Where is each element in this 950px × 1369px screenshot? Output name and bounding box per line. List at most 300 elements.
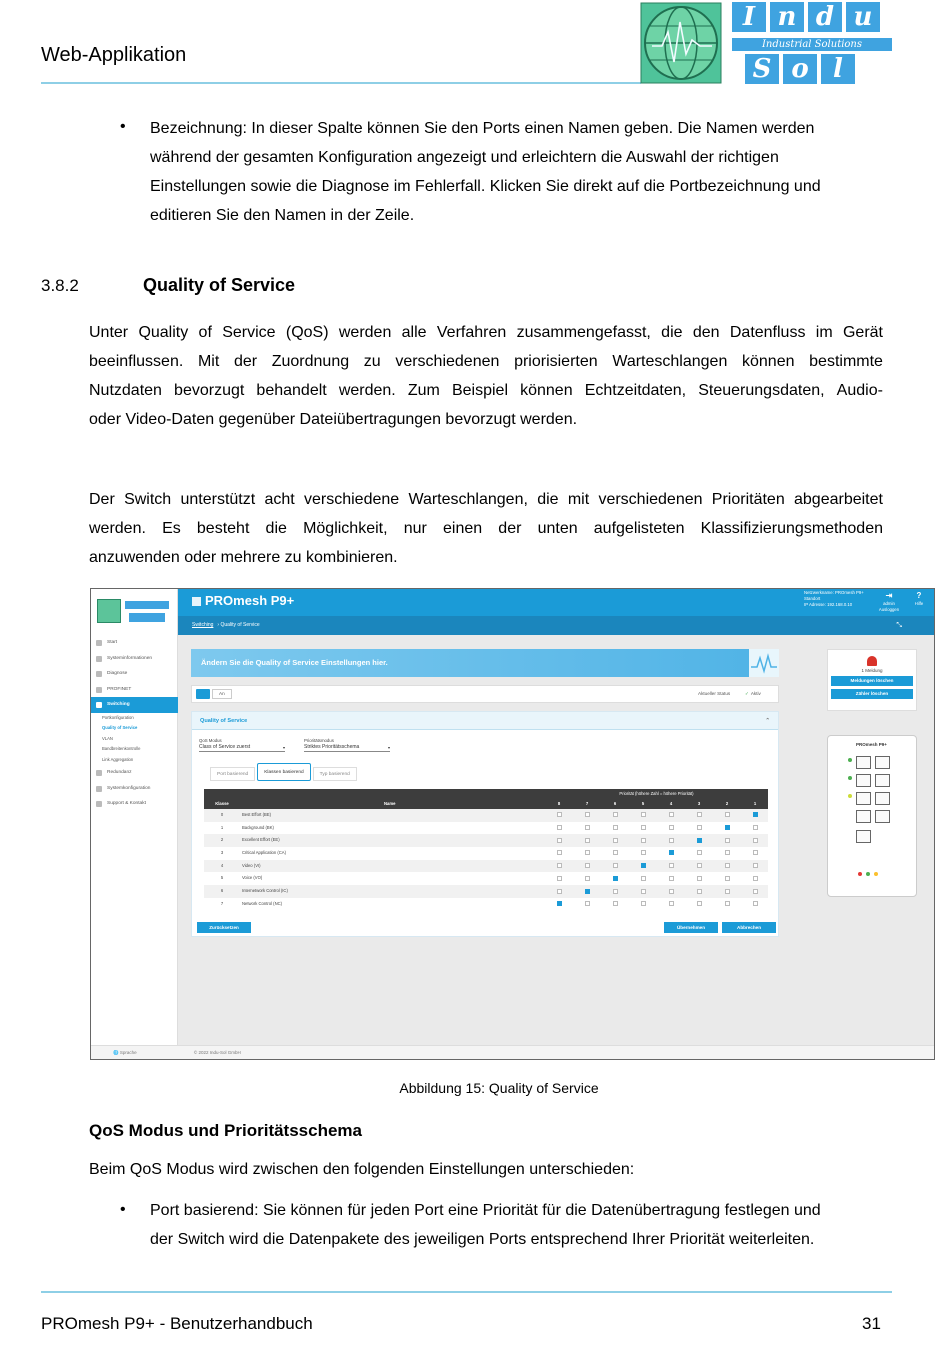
priority-checkbox[interactable] [669,889,674,894]
priority-checkbox[interactable] [697,901,702,906]
bullet-port-based-text: Port basierend: Sie können für jeden Port eine Priorität für die Datenübertragung festlegen und der Switch wird die Datenpakete des jeweiligen Ports entsprechend Ihrer Priorität weiterleiten. [150,1202,821,1248]
word: werden. [338,382,396,399]
ethernet-port [875,774,890,787]
priority-checkbox[interactable] [613,838,618,843]
table-header-priority: Priorität (höhere Zahl = höhere Priorität) [204,789,768,799]
copyright: © 2022 Indu-Sol GmbH [193,1050,241,1055]
priority-checkbox[interactable] [585,863,590,868]
name-cell: Critical Application (CA) [242,850,286,856]
ethernet-port [875,810,890,823]
para-line [89,514,883,543]
chevron-down-icon: ▾ [282,745,285,750]
priority-cell [545,898,573,911]
ethernet-port [856,774,871,787]
class-cell: 4 [220,862,224,868]
priority-cell [573,822,601,835]
nav-support[interactable]: Support & Kontakt [91,796,178,812]
table-row [204,809,768,822]
priority-column-header: 6 [613,801,617,806]
ethernet-port [875,756,890,769]
name-cell: Internetwork Control (IC) [242,888,288,894]
table-row [204,885,768,898]
word: zusammengefasst, [516,324,651,341]
priority-cell [545,860,573,873]
help-icon: ? [916,591,922,600]
priority-cell [657,885,685,898]
priority-cell [657,809,685,822]
logout-button[interactable]: ⇥ admin Ausloggen [878,591,900,612]
word: abgearbeitet [794,491,883,508]
priority-cell [685,872,713,885]
info-icon [96,656,102,662]
section-number: 3.8.2 [41,276,79,295]
logo-word-top: I n d u [732,2,892,36]
priority-checkbox[interactable] [669,901,674,906]
word: Warteschlangen, [408,491,528,508]
priority-column-header: 7 [585,801,589,806]
priority-column-header: 3 [697,801,701,806]
breadcrumb: Switching › Quality of Service ⤡ [178,616,934,635]
nav-start[interactable]: Start [91,635,178,651]
priority-checkbox[interactable] [613,876,618,881]
word: Zum [407,382,440,399]
priority-checkbox[interactable] [725,825,730,830]
section-title: Quality of Service [143,275,296,295]
priority-cell [657,860,685,873]
priority-checkbox[interactable] [585,889,590,894]
word: verschiedenen [598,491,703,508]
priority-checkbox[interactable] [725,838,730,843]
qos-screenshot [90,588,935,1060]
word: aufgelisteten [593,520,685,537]
priority-checkbox[interactable] [669,812,674,817]
table-row [204,822,768,835]
footer-rule [41,1291,892,1293]
priority-checkbox[interactable] [697,812,702,817]
cube-icon [192,597,201,606]
priority-checkbox[interactable] [753,889,758,894]
nav-sub-link-aggregation[interactable]: Link Aggregation [102,756,134,762]
class-cell: 1 [220,824,224,830]
word: bestimmte [809,353,883,370]
priority-cell [741,847,769,860]
nav-diagnose[interactable]: Diagnose [91,666,178,682]
class-cell: 3 [220,850,224,856]
table-row [204,847,768,860]
priority-checkbox[interactable] [669,863,674,868]
indu-sol-logo [640,2,892,86]
priority-cell [601,872,629,885]
priority-checkbox[interactable] [613,825,618,830]
notification-panel [827,649,917,711]
priority-checkbox[interactable] [753,812,758,817]
ethernet-port [856,810,871,823]
priority-cell [629,809,657,822]
priority-checkbox[interactable] [669,850,674,855]
priority-checkbox[interactable] [697,838,702,843]
queues-paragraph: Der Switch unterstützt acht verschiedene Warteschlangen, die mit verschiedenen Prioritäten abgearbeitet werden. Es besteht die Möglichkeit, nur einen der unten aufgelisteten Klassifizierungsmethoden anzuwenden oder mehrere zu kombinieren. [89,485,883,572]
priority-checkbox[interactable] [585,838,590,843]
priority-checkbox[interactable] [613,863,618,868]
priority-cell [601,885,629,898]
class-cell: 5 [220,875,224,881]
settings-icon [96,786,102,792]
priority-checkbox[interactable] [557,850,562,855]
bullet-dot: • [120,1201,126,1218]
word: verschiedenen [395,353,500,370]
priority-checkbox[interactable] [557,812,562,817]
priority-column-header: 1 [753,801,757,806]
apply-button[interactable]: Übernehmen [664,922,718,933]
bullet-dot: • [120,118,126,135]
table-row [204,872,768,885]
nav-redundanz[interactable]: Redundanz [91,765,178,781]
priority-cell [741,872,769,885]
priority-checkbox[interactable] [725,850,730,855]
ethernet-port [856,792,871,805]
table-body [204,809,768,911]
word: acht [264,491,295,508]
table-row [204,898,768,911]
tab-type-based[interactable]: Typ basierend [313,767,357,781]
priority-checkbox[interactable] [697,825,702,830]
word: Steuerungsdaten, [698,382,825,399]
word: Audio- [836,382,883,399]
priority-checkbox[interactable] [725,889,730,894]
reset-button[interactable]: Zurücksetzen [197,922,251,933]
word: die [537,491,559,508]
toggle-label: An [212,689,232,699]
reset-counters-button[interactable]: Zähler löschen [831,689,913,699]
priority-cell [685,822,713,835]
priority-cell [573,847,601,860]
word: werden [338,324,392,341]
switch-icon [96,702,102,708]
bullet-designation-text: Bezeichnung: In dieser Spalte können Sie den Ports einen Namen geben. Die Namen werden während der gesamten Konfiguration angezeigt und erleichtern die Auswahl der richtigen Einstellungen sowie die Diagnose im Fehlerfall. Klicken Sie direkt auf die Portbezeichnung und editieren Sie den Namen in der Zeile. [150,120,821,224]
name-cell: Network Control (NC) [242,900,283,906]
logo-subtitle: Industrial Solutions [732,38,892,51]
figure-caption: Abbildung 15: Quality of Service [399,1080,599,1096]
priority-cell [685,885,713,898]
tab-class-based[interactable]: Klassen basierend [257,763,310,781]
priority-cell [629,860,657,873]
priority-checkbox[interactable] [669,876,674,881]
redundancy-icon [96,770,102,776]
word: der [233,353,258,370]
priority-cell [545,872,573,885]
priority-checkbox[interactable] [641,876,646,881]
priority-cell [657,834,685,847]
name-cell: Best Effort (BE) [242,812,272,817]
nav-profinet[interactable]: PROFINET [91,682,178,698]
chevron-down-icon: ▾ [387,745,390,750]
priority-checkbox[interactable] [585,812,590,817]
subsection-title: QoS Modus und Prioritätsschema [89,1121,362,1140]
word: im [815,324,833,341]
priority-cell [713,872,741,885]
breadcrumb-current: Quality of Service [220,622,260,628]
priority-cell [685,898,713,911]
priority-checkbox[interactable] [557,838,562,843]
support-icon [96,801,102,807]
header-rule [41,82,641,84]
nav-sub-portkonfiguration[interactable]: Portkonfiguration [102,714,134,720]
word: können [520,382,573,399]
word: Echtzeitdaten, [584,382,687,399]
nav-sub-vlan[interactable]: VLAN [102,735,113,741]
ethernet-port [856,756,871,769]
priority-checkbox[interactable] [725,863,730,868]
priority-checkbox[interactable] [641,812,646,817]
nav-sub-bandwidth[interactable]: Bandbreitenkontrolle [102,746,141,751]
priority-cell [601,898,629,911]
qos-mode-select[interactable]: QoS Modus Class of Service zuerst ▾ [199,738,285,750]
priority-cell [657,898,685,911]
priority-checkbox[interactable] [613,850,618,855]
status-led [848,758,852,762]
priority-cell [629,885,657,898]
priority-cell [657,847,685,860]
status-led [848,794,852,798]
status-led [848,776,852,780]
nav-systemkonfiguration[interactable]: Systemkonfiguration [91,781,178,797]
priority-checkbox[interactable] [669,838,674,843]
priority-checkbox[interactable] [697,863,702,868]
word: bevorzugt [174,382,245,399]
priority-cell [545,847,573,860]
app-logo [97,599,169,623]
priority-checkbox[interactable] [557,876,562,881]
table-row [204,834,768,847]
chevron-up-icon[interactable]: ⌃ [765,718,770,724]
app-sidebar [91,589,178,1059]
priority-checkbox[interactable] [697,876,702,881]
qos-toggle-row [191,685,779,703]
para-line [89,318,883,347]
word: unten [537,520,578,537]
word: können [742,353,795,370]
priority-column-header: 4 [669,801,673,806]
priority-checkbox[interactable] [585,901,590,906]
device-name: PROmesh P9+ [856,742,887,747]
ethernet-port [856,830,871,843]
word: besteht [196,520,250,537]
priority-column-header: 8 [557,801,561,806]
product-title: PROmesh P9+ [192,593,294,608]
word: Warteschlangen [612,353,728,370]
priority-checkbox[interactable] [641,825,646,830]
word: Unter [89,324,129,341]
language-selector[interactable]: 🌐 Sprache [113,1050,137,1055]
priority-checkbox[interactable] [641,838,646,843]
word: Switch [124,491,172,508]
priority-cell [545,822,573,835]
word: die [661,324,683,341]
qos-toggle[interactable] [196,689,210,699]
ethernet-port [875,792,890,805]
cancel-button[interactable]: Abbrechen [722,922,776,933]
priority-cell [573,872,601,885]
priority-cell [629,834,657,847]
nav-sub-qos[interactable]: Quality of Service [102,725,138,730]
priority-checkbox[interactable] [669,825,674,830]
priority-cell [713,834,741,847]
priority-checkbox[interactable] [753,825,758,830]
priority-checkbox[interactable] [753,863,758,868]
diagnose-icon [96,671,102,677]
priority-cell [601,822,629,835]
info-banner: Ändern Sie die Quality of Service Einstellungen hier. [191,649,779,677]
nav-systeminformationen[interactable]: Systeminformationen [91,651,178,667]
app-footer [91,1045,934,1059]
pulse-icon [749,649,779,677]
priority-checkbox[interactable] [753,901,758,906]
word: den [692,324,720,341]
priority-checkbox[interactable] [753,850,758,855]
priority-cell [657,872,685,885]
priority-column-header: 2 [725,801,729,806]
name-cell: Excellent Effort (EE) [242,837,280,843]
word: unterstützt [180,491,256,508]
home-icon [96,640,102,646]
priority-table [204,789,768,911]
priority-column-header: 5 [641,801,645,806]
status-led [874,872,878,876]
priority-cell [685,834,713,847]
priority-cell [685,809,713,822]
priority-checkbox[interactable] [725,876,730,881]
para-line [89,485,883,514]
priority-cell [573,885,601,898]
priority-checkbox[interactable] [585,850,590,855]
expand-icon[interactable]: ⤡ [896,622,902,629]
status-led [858,872,862,876]
word: alle [401,324,427,341]
priority-checkbox[interactable] [613,901,618,906]
priority-checkbox[interactable] [753,876,758,881]
word: zu [363,353,381,370]
prio-mode-select[interactable]: Prioritätsmodus Striktes Prioritätsschema ▾ [304,738,390,750]
device-image [827,735,917,897]
word: Möglichkeit, [303,520,388,537]
status-value: ✓ Aktiv [745,691,761,696]
priority-cell [545,834,573,847]
priority-checkbox[interactable] [557,863,562,868]
priority-cell [713,822,741,835]
priority-checkbox[interactable] [557,825,562,830]
class-cell: 6 [220,888,224,894]
priority-cell [713,847,741,860]
para-line [89,347,883,376]
status-led [866,872,870,876]
priority-cell [685,860,713,873]
para-line [89,376,883,405]
priority-cell [629,872,657,885]
priority-cell [629,847,657,860]
priority-checkbox[interactable] [753,838,758,843]
priority-checkbox[interactable] [557,901,562,906]
app-topbar [178,589,934,616]
priority-checkbox[interactable] [641,889,646,894]
priority-checkbox[interactable] [725,812,730,817]
status-label: Aktueller Status [698,691,731,696]
word: Klassifizierungsmethoden [700,520,883,537]
priority-checkbox[interactable] [585,876,590,881]
priority-cell [741,809,769,822]
priority-cell [545,809,573,822]
help-button[interactable]: ? Hilfe [908,591,930,607]
priority-checkbox[interactable] [641,901,646,906]
tab-port-based[interactable]: Port basierend [210,767,255,781]
class-cell: 2 [220,837,224,843]
bell-icon [867,656,877,666]
device-info: Netzwerkname: PROmesh P9+ Standort IP Adresse: 192.168.0.10 [804,590,864,607]
logout-icon: ⇥ [885,591,893,600]
name-cell: Voice (VO) [242,875,263,881]
priority-cell [601,834,629,847]
priority-cell [573,809,601,822]
check-icon: ✓ [745,691,749,696]
priority-checkbox[interactable] [697,889,702,894]
word: Mit [197,353,220,370]
priority-checkbox[interactable] [725,901,730,906]
nav-switching[interactable]: Switching [91,697,178,713]
word: Zuordnung [271,353,350,370]
qos-tabs [210,763,359,781]
priority-checkbox[interactable] [613,812,618,817]
priority-cell [713,885,741,898]
priority-cell [573,898,601,911]
priority-cell [573,834,601,847]
word: Der [89,491,115,508]
word: behandelt [256,382,327,399]
word: verschiedene [303,491,400,508]
priority-checkbox[interactable] [557,889,562,894]
priority-cell [601,847,629,860]
delete-messages-button[interactable]: Meldungen löschen [831,676,913,686]
word: of [198,324,212,341]
word: Beispiel [451,382,508,399]
priority-checkbox[interactable] [641,850,646,855]
priority-cell [545,885,573,898]
priority-checkbox[interactable] [613,889,618,894]
priority-cell [741,834,769,847]
prio-mode-value[interactable]: Striktes Prioritätsschema ▾ [304,744,390,750]
priority-cell [741,860,769,873]
priority-cell [713,898,741,911]
word: Datenfluss [729,324,806,341]
priority-checkbox[interactable] [697,850,702,855]
class-cell: 0 [220,812,224,817]
priority-cell [741,885,769,898]
logo-word-bottom: S o l [745,54,875,86]
qos-panel [191,711,779,937]
notification-count: 1 Meldung [861,668,883,673]
word: Gerät [842,324,883,341]
name-cell: Video (VI) [242,862,261,868]
app-nav [91,635,178,812]
priority-checkbox[interactable] [641,863,646,868]
word: (QoS) [285,324,329,341]
panel-header[interactable]: Quality of Service ⌃ [192,712,778,730]
breadcrumb-switching[interactable]: Switching [192,622,214,628]
word: mit [567,491,590,508]
word: Service [222,324,276,341]
priority-checkbox[interactable] [585,825,590,830]
priority-cell [601,809,629,822]
qos-mode-value[interactable]: Class of Service zuerst ▾ [199,744,285,750]
class-cell: 7 [220,900,224,906]
